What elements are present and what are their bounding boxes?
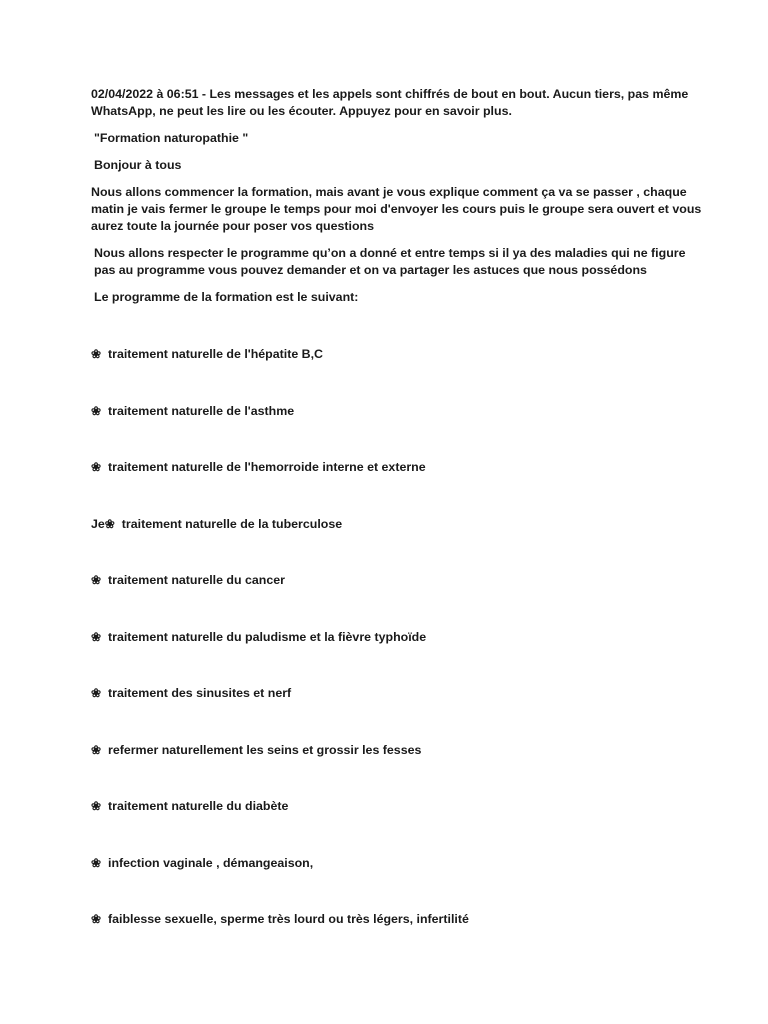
item-text: traitement naturelle de l'hépatite B,C xyxy=(108,347,324,361)
item-text: faiblesse sexuelle, sperme très lourd ou très légers, infertilité xyxy=(108,912,469,926)
list-item xyxy=(91,403,708,420)
flower-bullet-icon: ❀ xyxy=(91,799,102,813)
document-title: "Formation naturopathie " xyxy=(94,131,249,145)
list-item xyxy=(91,629,708,646)
item-text: traitement naturelle de l'asthme xyxy=(108,403,295,418)
item-text: refermer naturellement les seins et grossir les fesses xyxy=(108,742,422,757)
flower-bullet-icon: ❀ xyxy=(91,460,102,474)
flower-bullet-icon: ❀ xyxy=(104,516,115,531)
program-title: Le programme de la formation est le suivant: xyxy=(94,290,359,304)
flower-bullet-icon: ❀ xyxy=(91,347,102,361)
list-item xyxy=(91,459,708,476)
list-item xyxy=(91,516,708,533)
intro-paragraph: Nous allons commencer la formation, mais avant je vous explique comment ça va se passer , chaque matin je vais fermer le groupe le temps pour moi d'envoyer les cours puis le groupe sera ouvert et vous aurez toute la journée pour poser vos questions xyxy=(91,185,702,233)
list-item xyxy=(91,572,708,589)
flower-bullet-icon: ❀ xyxy=(91,686,102,700)
flower-bullet-icon: ❀ xyxy=(91,629,102,644)
list-item xyxy=(91,798,708,815)
flower-bullet-icon: ❀ xyxy=(91,573,102,587)
list-item xyxy=(91,855,708,872)
list-item xyxy=(91,742,708,759)
program-note-paragraph: Nous allons respecter le programme qu’on a donné et entre temps si il ya des maladies qui ne figure pas au programme vous pouvez demander et on va partager les astuces que nous possédons xyxy=(94,246,686,277)
item-text: traitement naturelle de la tuberculose xyxy=(121,516,343,531)
item-text: traitement naturelle du paludisme et la fièvre typhoïde xyxy=(108,629,427,644)
item-text: traitement naturelle du diabète xyxy=(108,799,289,813)
message-header: 02/04/2022 à 06:51 - Les messages et les appels sont chiffrés de bout en bout. Aucun tiers, pas même WhatsApp, ne peut les lire ou les écouter. Appuyez pour en savoir plus. xyxy=(91,87,689,118)
program-list xyxy=(91,346,708,928)
item-prefix: Je xyxy=(91,516,105,531)
flower-bullet-icon: ❀ xyxy=(91,855,102,870)
item-text: traitement naturelle du cancer xyxy=(108,573,285,587)
list-item xyxy=(91,911,708,928)
list-item xyxy=(91,685,708,702)
item-text: infection vaginale , démangeaison, xyxy=(108,855,314,870)
flower-bullet-icon: ❀ xyxy=(91,742,102,757)
flower-bullet-icon: ❀ xyxy=(91,912,102,926)
flower-bullet-icon: ❀ xyxy=(91,403,102,418)
list-item xyxy=(91,346,708,363)
item-text: traitement des sinusites et nerf xyxy=(108,686,292,700)
item-text: traitement naturelle de l'hemorroide interne et externe xyxy=(108,460,426,474)
greeting: Bonjour à tous xyxy=(94,158,182,172)
